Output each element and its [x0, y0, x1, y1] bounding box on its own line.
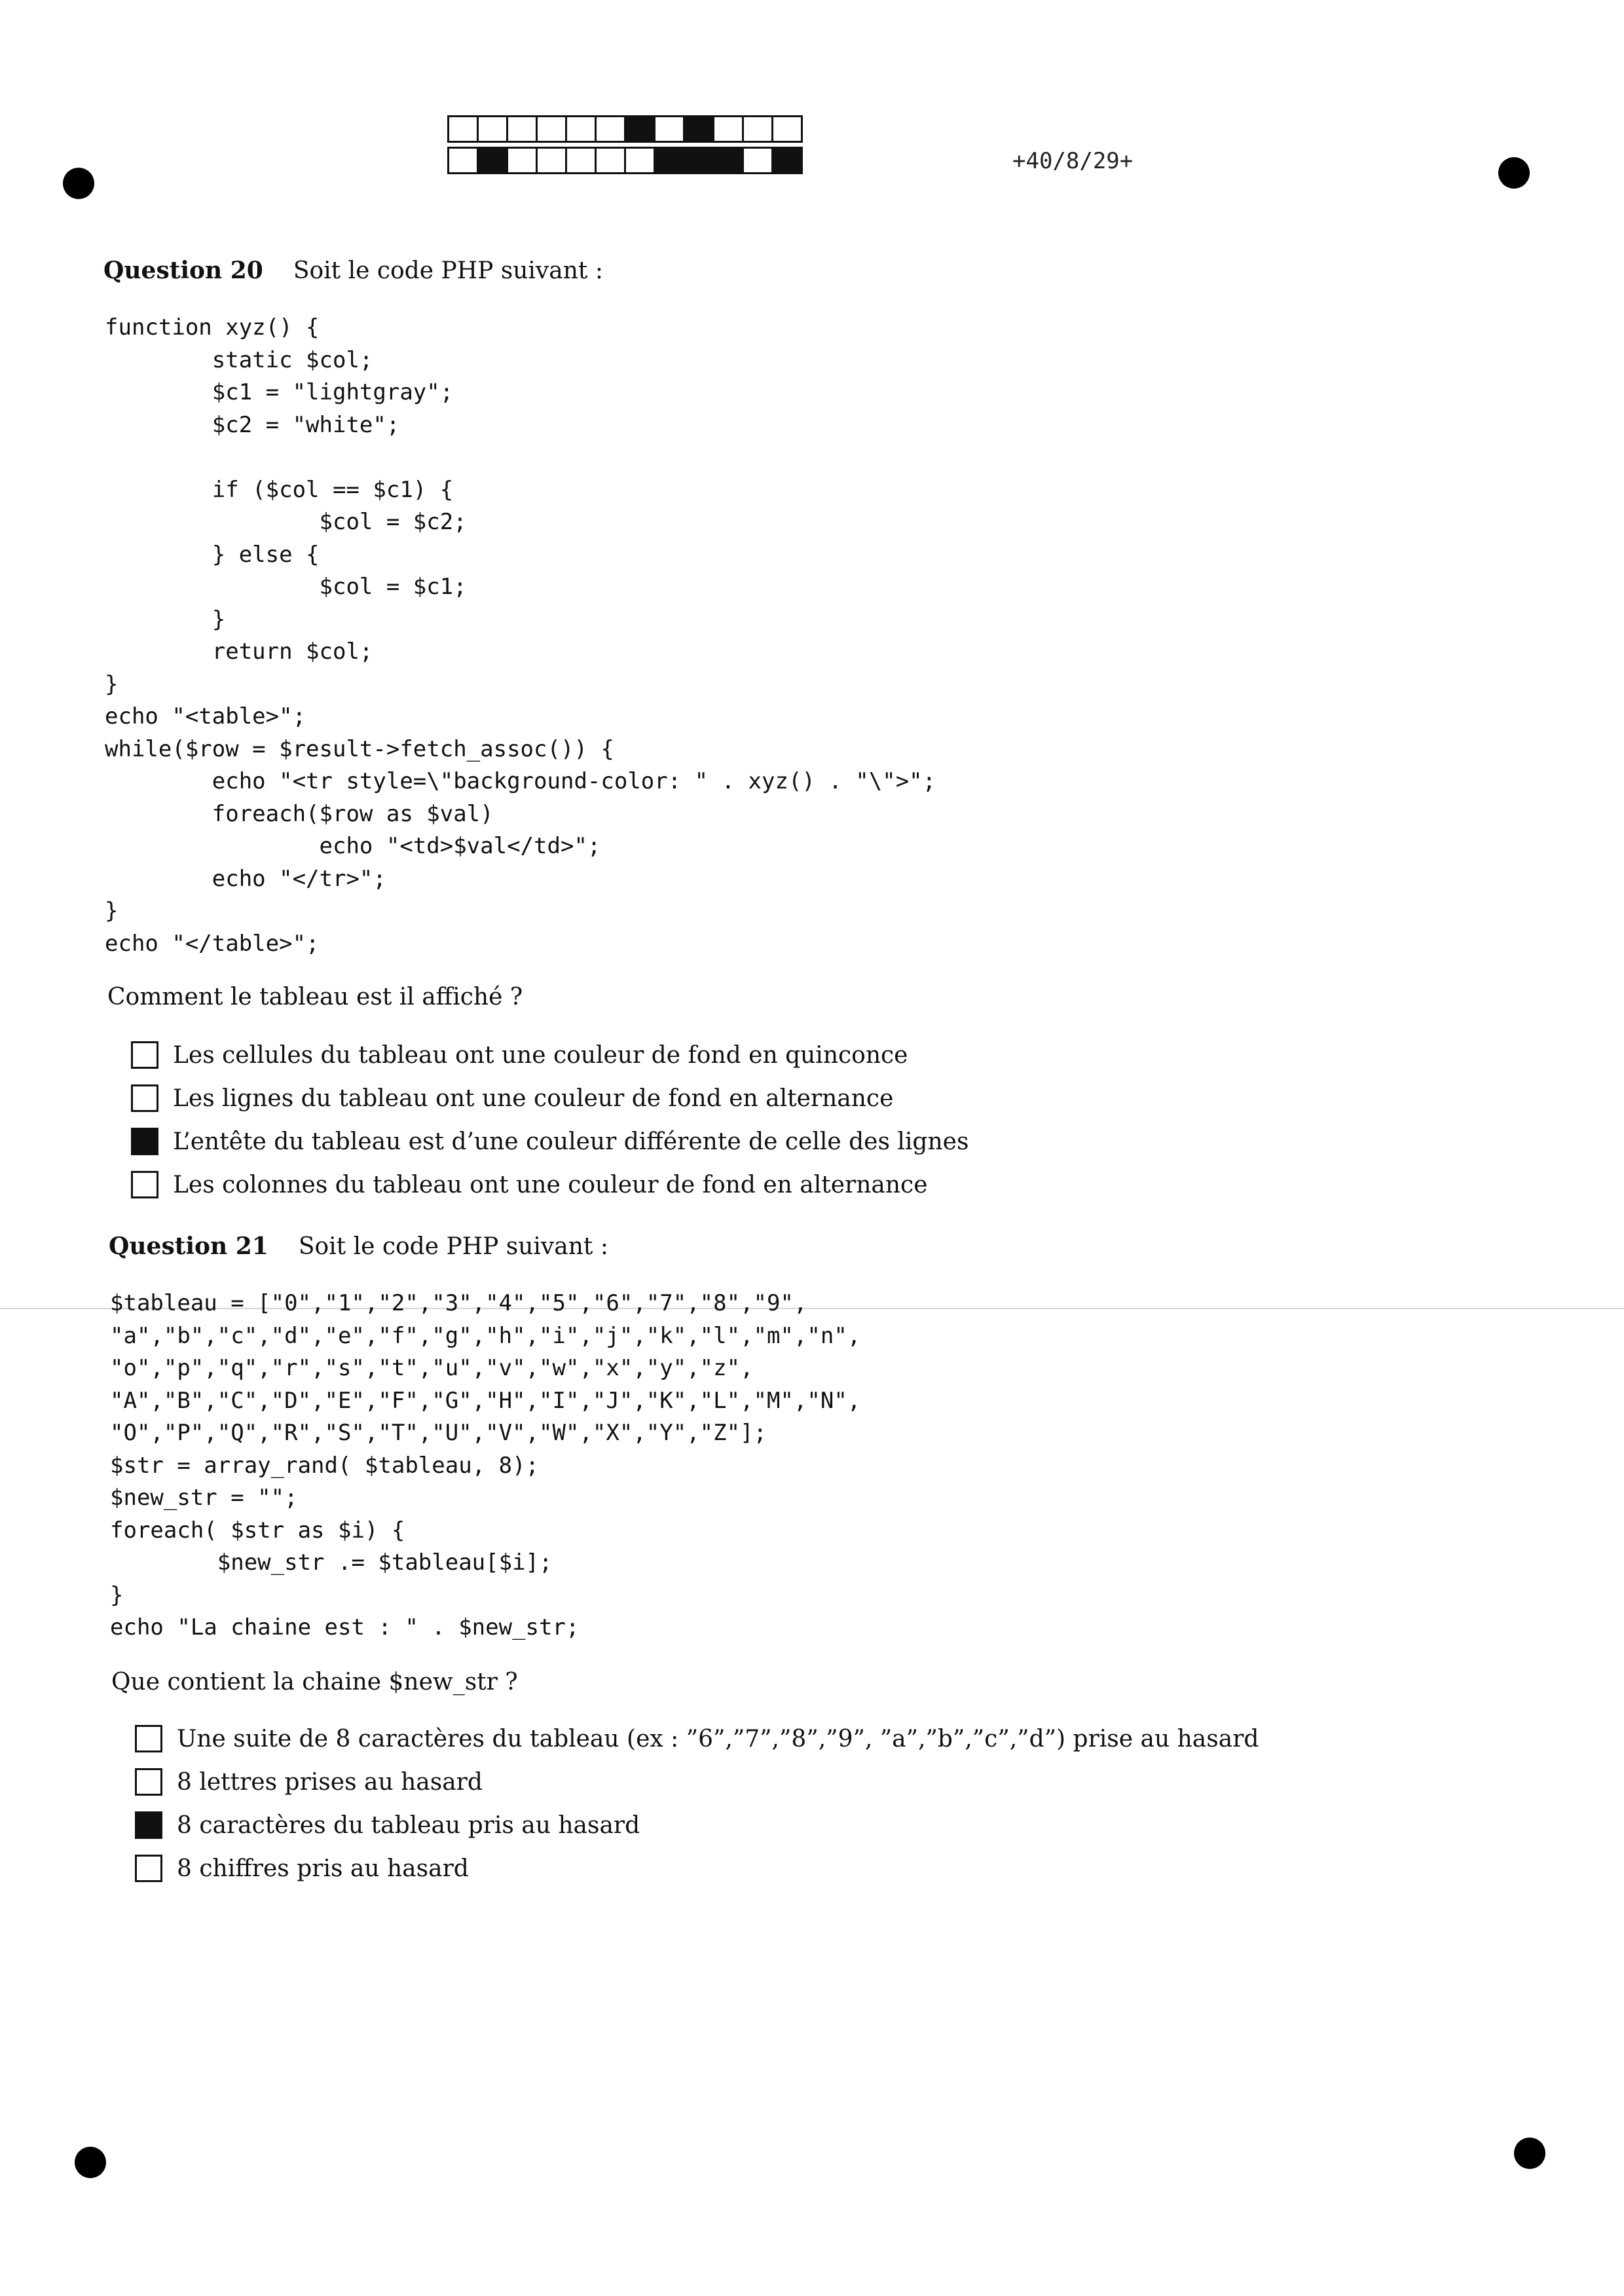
- grid-cell: [565, 147, 597, 174]
- answer-option[interactable]: [131, 1033, 969, 1077]
- registration-mark-bottom-left: [75, 2147, 106, 2178]
- answer-text: Les colonnes du tableau ont une couleur de fond en alternance: [173, 1171, 928, 1198]
- answer-option[interactable]: [135, 1804, 1259, 1847]
- grid-cell: [595, 115, 626, 143]
- answer-text: Les lignes du tableau ont une couleur de fond en alternance: [173, 1084, 894, 1112]
- answer-option[interactable]: [135, 1760, 1259, 1804]
- grid-cell: [624, 115, 655, 143]
- grid-cell: [536, 147, 567, 174]
- grid-cell: [712, 147, 744, 174]
- answer-option[interactable]: [131, 1077, 969, 1120]
- question-21-prompt: Que contient la chaine $new_str ?: [111, 1669, 518, 1695]
- answer-text: 8 chiffres pris au hasard: [177, 1855, 469, 1882]
- page-id-grid-row-2: [449, 147, 803, 174]
- question-20-header: [103, 257, 603, 284]
- answer-checkbox[interactable]: [135, 1725, 162, 1752]
- question-20-intro: Soit le code PHP suivant :: [293, 257, 603, 284]
- answer-option[interactable]: [135, 1847, 1259, 1890]
- grid-cell: [624, 147, 655, 174]
- answer-text: Une suite de 8 caractères du tableau (ex : ”6”,”7”,”8”,”9”, ”a”,”b”,”c”,”d”) prise au hasard: [177, 1725, 1259, 1752]
- question-20-answers: [131, 1033, 969, 1206]
- grid-cell: [654, 147, 685, 174]
- question-21-intro: Soit le code PHP suivant :: [298, 1233, 608, 1260]
- question-21-code: $tableau = ["0","1","2","3","4","5","6","7","8","9", "a","b","c","d","e","f","g","h","i","j","k","l","m","n", "o","p","q","r","s","t","u","v","w","x","y","z", "A","B","C","D","E","F","G","H","I","J","K","L","M","N", "O","P","Q","R","S","T","U","V","W","X","Y","Z"]; $str = array_rand( $tableau, 8); $new_str = ""; foreach( $str as $i) { $new_str .= $tableau[$i]; } echo "La chaine est : " . $new_str;: [110, 1290, 861, 1640]
- grid-cell: [477, 147, 508, 174]
- answer-checkbox[interactable]: [131, 1084, 158, 1112]
- registration-mark-top-left: [63, 168, 94, 199]
- grid-cell: [683, 115, 714, 143]
- grid-cell: [506, 115, 538, 143]
- question-20-number: Question 20: [103, 257, 263, 284]
- grid-cell: [771, 115, 803, 143]
- page-code: +40/8/29+: [1012, 148, 1134, 174]
- answer-checkbox[interactable]: [135, 1768, 162, 1796]
- answer-checkbox[interactable]: [131, 1171, 158, 1198]
- answer-checkbox[interactable]: [131, 1041, 158, 1069]
- grid-cell: [595, 147, 626, 174]
- answer-checkbox[interactable]: [135, 1855, 162, 1882]
- grid-cell: [654, 115, 685, 143]
- grid-cell: [771, 147, 803, 174]
- answer-text: 8 lettres prises au hasard: [177, 1768, 483, 1796]
- grid-cell: [447, 115, 479, 143]
- grid-cell: [565, 115, 597, 143]
- answer-text: Les cellules du tableau ont une couleur de fond en quinconce: [173, 1041, 908, 1069]
- registration-mark-bottom-right: [1514, 2138, 1545, 2169]
- question-20-prompt: Comment le tableau est il affiché ?: [107, 984, 523, 1010]
- answer-checkbox[interactable]: [131, 1128, 158, 1155]
- page-id-grid-row-1: [449, 115, 803, 143]
- question-21-answers: [135, 1717, 1259, 1890]
- registration-mark-top-right: [1498, 157, 1530, 189]
- grid-cell: [683, 147, 714, 174]
- answer-text: 8 caractères du tableau pris au hasard: [177, 1811, 640, 1839]
- grid-cell: [712, 115, 744, 143]
- answer-option[interactable]: [131, 1120, 969, 1163]
- question-21-header: [109, 1232, 608, 1260]
- grid-cell: [742, 115, 773, 143]
- question-20-code: function xyz() { static $col; $c1 = "lightgray"; $c2 = "white"; if ($col == $c1) { $col = $c2; } else { $col = $c1; } return $col; } echo "<table>"; while($row = $result->fetch_assoc()) { echo "<tr style=\"background-color: " . xyz() . "\">"; foreach($row as $val) echo "<td>$val</td>"; echo "</tr>"; } echo "</table>";: [105, 314, 936, 957]
- grid-cell: [742, 147, 773, 174]
- answer-text: L’entête du tableau est d’une couleur différente de celle des lignes: [173, 1128, 969, 1155]
- grid-cell: [506, 147, 538, 174]
- grid-cell: [477, 115, 508, 143]
- answer-option[interactable]: [131, 1163, 969, 1206]
- answer-option[interactable]: [135, 1717, 1259, 1760]
- grid-cell: [536, 115, 567, 143]
- answer-checkbox[interactable]: [135, 1811, 162, 1839]
- question-21-number: Question 21: [109, 1232, 268, 1260]
- grid-cell: [447, 147, 479, 174]
